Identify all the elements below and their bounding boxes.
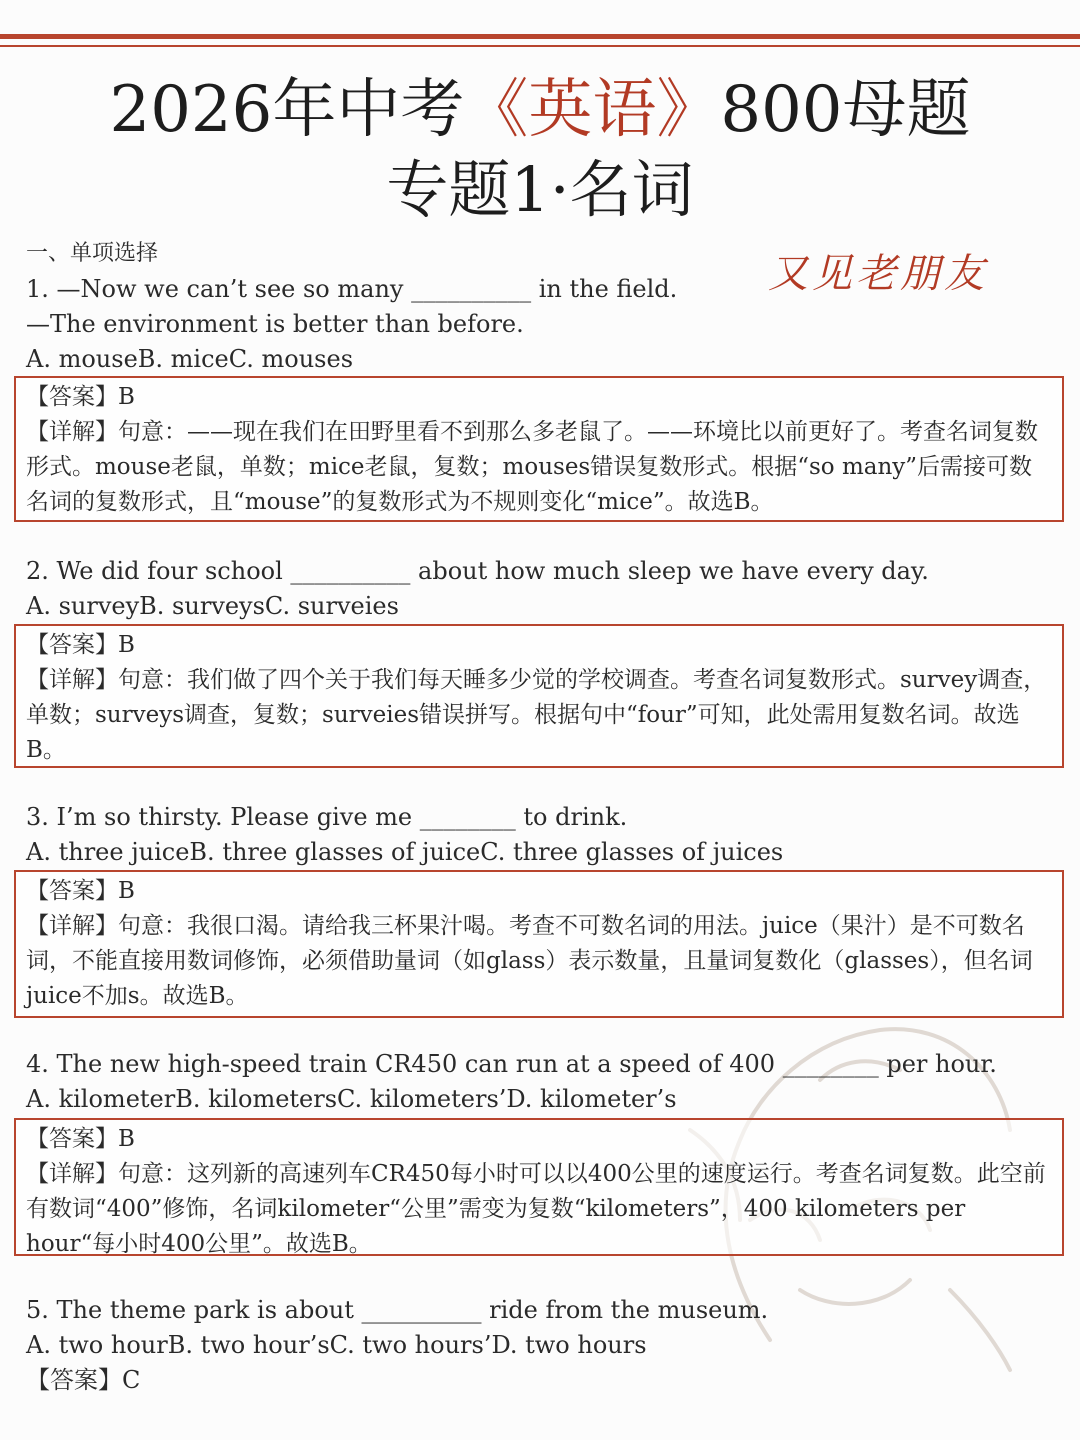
question-2-stem: 2. We did four school __________ about how much sleep we have every day.	[26, 557, 929, 585]
question-4-options: A. kilometerB. kilometersC. kilometers’D. kilometer’s	[26, 1085, 677, 1113]
answer-box-1	[14, 376, 1064, 522]
answer-2: 【答案】B	[26, 632, 135, 658]
answer-3: 【答案】B	[26, 878, 135, 904]
question-1-stem-2: —The environment is better than before.	[26, 310, 524, 338]
page-title	[0, 70, 1080, 150]
answer-5: 【答案】C	[26, 1366, 141, 1394]
explanation-4: 【详解】句意：这列新的高速列车CR450每小时可以以400公里的速度运行。考查名词复数。此空前有数词“400”修饰，名词kilometer“公里”需变为复数“kilometers”，400 kilometers per hour“每小时400公里”。故选B。	[26, 1161, 1046, 1257]
section-heading: 一、单项选择	[26, 241, 159, 266]
question-4-stem: 4. The new high-speed train CR450 can run at a speed of 400 ________ per hour.	[26, 1050, 997, 1078]
title-part: 2026年中考	[109, 73, 465, 147]
title-book-name: 《英语》	[464, 73, 721, 147]
title-part: 800母题	[720, 73, 971, 147]
question-5-options: A. two hourB. two hour’sC. two hours’D. two hours	[26, 1331, 647, 1359]
top-rule-thin	[0, 45, 1080, 47]
answer-box-2	[14, 624, 1064, 768]
question-5-stem: 5. The theme park is about __________ ride from the museum.	[26, 1296, 769, 1324]
explanation-1: 【详解】句意：——现在我们在田野里看不到那么多老鼠了。——环境比以前更好了。考查名词复数形式。mouse老鼠，单数；mice老鼠，复数；mouses错误复数形式。根据“so many”后需接可数名词的复数形式，且“mouse”的复数形式为不规则变化“mice”。故选B。	[26, 419, 1038, 515]
question-1-stem: 1. —Now we can’t see so many __________ in the field.	[26, 275, 678, 303]
answer-4: 【答案】B	[26, 1126, 135, 1152]
handwritten-note: 又见老朋友	[768, 251, 988, 297]
explanation-3: 【详解】句意：我很口渴。请给我三杯果汁喝。考查不可数名词的用法。juice（果汁）是不可数名词，不能直接用数词修饰，必须借助量词（如glass）表示数量，且量词复数化（glasses），但名词juice不加s。故选B。	[26, 913, 1033, 1009]
question-1-options: A. mouseB. miceC. mouses	[26, 345, 354, 373]
page-subtitle: 专题1·名词	[386, 153, 694, 226]
question-3-options: A. three juiceB. three glasses of juiceC. three glasses of juices	[26, 838, 784, 866]
answer-1: 【答案】B	[26, 384, 135, 410]
question-3-stem: 3. I’m so thirsty. Please give me ________ to drink.	[26, 803, 628, 831]
answer-box-4	[14, 1118, 1064, 1256]
explanation-2: 【详解】句意：我们做了四个关于我们每天睡多少觉的学校调查。考查名词复数形式。survey调查，单数；surveys调查，复数；surveies错误拼写。根据句中“four”可知，此处需用复数名词。故选B。	[26, 667, 1047, 763]
answer-box-3	[14, 870, 1064, 1018]
question-2-options: A. surveyB. surveysC. surveies	[26, 592, 399, 620]
top-rule	[0, 34, 1080, 39]
